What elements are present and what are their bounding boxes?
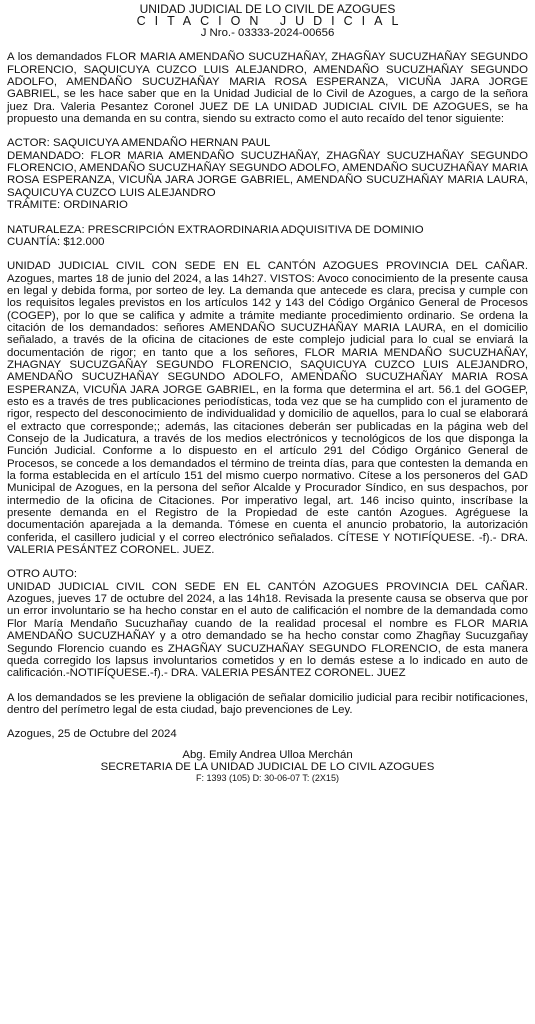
actor-line: ACTOR: SAQUICUYA AMENDAÑO HERNAN PAUL (7, 137, 271, 150)
tramite-line: TRÁMITE: ORDINARIO (7, 199, 128, 212)
signer-name: Abg. Emily Andrea Ulloa Merchán (182, 748, 353, 761)
date-line: Azogues, 25 de Octubre del 2024 (7, 728, 177, 741)
case-number: J Nro.- 03333-2024-00656 (200, 26, 335, 39)
demandado-paragraph: DEMANDADO: FLOR MARIA AMENDAÑO SUCUZHAÑAY, ZHAGÑAY SUCUZHAÑAY SEGUNDO FLORENCIO, AMENDAÑO SUCUZHAÑAY SEGUNDO ADOLFO, AMENDAÑO SUCUZHAÑAY MARIA ROSA ESPERANZA, VICUÑA JARA JORGE GABRIEL, AMENDAÑO SUCUZHAÑAY MARIA LAURA, SAQUICUYA CUZCO LUIS ALEJANDRO (7, 149, 528, 199)
court-name: UNIDAD JUDICIAL DE LO CIVIL DE AZOGUES (139, 2, 396, 16)
cuantia-line: CUANTÍA: $12.000 (7, 235, 105, 248)
footer-code: F: 1393 (105) D: 30-06-07 T: (2X15) (196, 772, 339, 783)
first-auto-paragraph: UNIDAD JUDICIAL CIVIL CON SEDE EN EL CANTÓN AZOGUES PROVINCIA DEL CAÑAR. Azogues, martes 18 de junio del 2024, a las 14h27. VISTOS: Avoco conocimiento de la presente causa en legal y debida forma, por sorteo de ley. La demanda que antecede es clara, precisa y cumple con los requisitos legales previstos en los artículos 142 y 143 del Código Orgánico General de Procesos (COGEP), por lo que se califica y admite a trámite mediante procedimiento ordinario. Se ordena la citación de los demandados: señores AMENDAÑO SUCUZHAÑAY MARIA LAURA, en el domicilio señalado, a través de la oficina de citaciones de este complejo judicial para lo cual se enviará la documentación de rigor; en tanto que a los señores, FLOR MARIA MENDAÑO SUCUZHAÑAY, ZHAGNAY SUCUZGAÑAY SEGUNDO FLORENCIO, SAQUICUYA CUZCO LUIS ALEJANDRO, AMENDAÑO SUCUZHAÑAY SEGUNDO ADOLFO, AMENDAÑO SUCUZHAÑAY MARIA ROSA ESPERANZA, VICUÑA JARA JORGE GABRIEL, en la forma que determina el art. 56.1 del GOGEP, esto es a través de tres publicaciones periodísticas, toda vez que se ha cumplido con el juramento de rigor, respecto del desconocimiento de individualidad y domicilio de aquellos, para lo cual se elaborará el extracto que corresponde;; además, las citaciones deberán ser publicadas en la página web del Consejo de la Judicatura, a través de los medios electrónicos y tecnológicos de los que disponga la Función Judicial. Conforme a lo dispuesto en el artículo 291 del Código Orgánico General de Procesos, se concede a los demandados el término de treinta días, para que contesten la demanda en la forma establecida en el artículo 151 del mismo cuerpo normativo. Cítese a los personeros del GAD Municipal de Azogues, en la persona del señor Alcalde y Procurador Síndico, en sus despachos, por intermedio de la oficina de Citaciones. Por imperativo legal, art. 146 inciso quinto, inscríbase la presente demanda en el Registro de la Propiedad de este cantón Azogues. Agréguese la documentación aparejada a la demanda. Tómese en cuenta el anuncio probatorio, la autorización conferida, el casillero judicial y el correo electrónico señalados. CÍTESE Y NOTIFÍQUESE. -f).- DRA. VALERIA PESÁNTEZ CORONEL. JUEZ. (7, 260, 528, 557)
signer-role: SECRETARIA DE LA UNIDAD JUDICIAL DE LO CIVIL AZOGUES (100, 760, 435, 773)
notice-title: CITACION JUDICIAL (136, 13, 408, 28)
warning-paragraph: A los demandados se les previene la obligación de señalar domicilio judicial para recibir notificaciones, dentro del perímetro legal de esta ciudad, bajo prevenciones de Ley. (7, 691, 528, 716)
notice-header (7, 4, 528, 39)
otro-auto-label: OTRO AUTO: (7, 568, 78, 581)
signature-block (7, 749, 528, 784)
intro-paragraph: A los demandados FLOR MARIA AMENDAÑO SUCUZHAÑAY, ZHAGÑAY SUCUZHAÑAY SEGUNDO FLORENCIO, SAQUICUYA CUZCO LUIS ALEJANDRO, AMENDAÑO SUCUZHAÑAY SEGUNDO ADOLFO, AMENDAÑO SUCUZHAÑAY MARIA ROSA ESPERANZA, VICUÑA JARA JORGE GABRIEL, se les hace saber que en la Unidad Judicial de lo Civil de Azogues, a cargo de la señora juez Dra. Valeria Pesantez Coronel JUEZ DE LA UNIDAD JUDICIAL CIVIL DE AZOGUES, se ha propuesto una demanda en su contra, siendo su extracto como el auto recaído del tenor siguiente: (7, 51, 528, 126)
second-auto-paragraph: UNIDAD JUDICIAL CIVIL CON SEDE EN EL CANTÓN AZOGUES PROVINCIA DEL CAÑAR. Azogues, jueves 17 de octubre del 2024, a las 14h18. Revisada la presente causa se observa que por un error involuntario se ha hecho constar en el auto de calificación el nombre de la demandada como Flor María Mendaño Sucuzhañay cuando de la realidad procesal el nombre es FLOR MARIA AMENDAÑO SUCUZHAÑAY y a otro demandado se ha hecho constar como Zhagñay Sucuzgañay Segundo Florencio cuando es ZHAGÑAY SUCUZHAÑAY SEGUNDO FLORENCIO, de esta manera queda corregido los lapsus involuntarios cometidos y en lo demás estese a lo indicado en auto de calificación.-NOTIFÍQUESE.-f).- DRA. VALERIA PESÁNTEZ CORONEL. JUEZ (7, 580, 528, 680)
naturaleza-line: NATURALEZA: PRESCRIPCIÓN EXTRAORDINARIA ADQUISITIVA DE DOMINIO (7, 223, 424, 236)
